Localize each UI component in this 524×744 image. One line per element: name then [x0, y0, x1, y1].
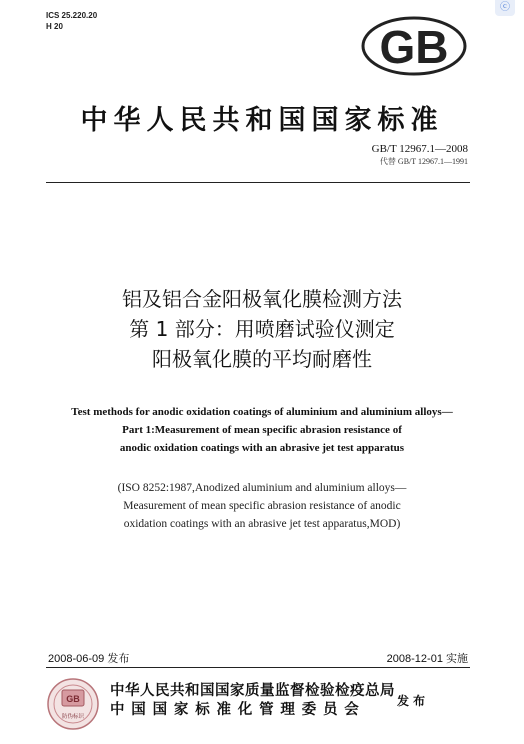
- chinese-title-line: 第 1 部分：用喷磨试验仪测定: [129, 317, 395, 341]
- ics-number: ICS 25.220.20: [46, 11, 98, 20]
- chinese-title: [0, 284, 524, 374]
- iso-reference-line: oxidation coatings with an abrasive jet test apparatus,MOD): [123, 518, 401, 530]
- bottom-divider: [46, 667, 470, 668]
- english-title-line: Part 1:Measurement of mean specific abrasion resistance of: [122, 424, 402, 436]
- iso-reference-line: Measurement of mean specific abrasion resistance of anodic: [123, 500, 401, 512]
- standard-number: GB/T 12967.1—2008: [371, 143, 468, 155]
- publish-label: 发布: [397, 694, 430, 708]
- iso-reference-line: (ISO 8252:1987,Anodized aluminium and aluminium alloys—: [117, 482, 407, 494]
- iso-reference: [30, 479, 494, 533]
- gb-logo: [361, 16, 467, 76]
- english-title-line: anodic oxidation coatings with an abrasive jet test apparatus: [119, 442, 405, 454]
- implementation-date: 2008-12-01 实施: [386, 653, 468, 665]
- english-title: [20, 403, 504, 457]
- chinese-title-line: 阳极氧化膜的平均耐磨性: [152, 347, 372, 371]
- ccs-number: H 20: [46, 22, 63, 31]
- top-divider: [46, 182, 470, 183]
- issuer-aqsiq: 中华人民共和国国家质量监督检验检疫总局: [110, 682, 395, 699]
- chinese-title-line: 铝及铝合金阳极氧化膜检测方法: [122, 287, 402, 311]
- issuer-sac: 中国国家标准化管理委员会: [110, 701, 366, 718]
- national-standard-title: 中华人民共和国国家标准: [80, 105, 444, 136]
- corner-badge[interactable]: [495, 0, 515, 16]
- replaces-number: 代替 GB/T 12967.1—1991: [379, 157, 468, 166]
- gb-logo-text: GB: [379, 21, 449, 73]
- seal-caption: 防伪标识: [61, 714, 85, 720]
- issue-date: 2008-06-09 发布: [48, 653, 130, 665]
- english-title-line: Test methods for anodic oxidation coatings of aluminium and aluminium alloys—: [71, 406, 453, 418]
- seal-mark-text: GB: [66, 694, 80, 704]
- ics-code: [46, 10, 97, 32]
- corner-badge-icon[interactable]: ⓒ: [500, 2, 510, 13]
- standard-number-block: [372, 143, 468, 167]
- issuing-authorities: [110, 681, 395, 719]
- security-seal-icon: [46, 677, 100, 731]
